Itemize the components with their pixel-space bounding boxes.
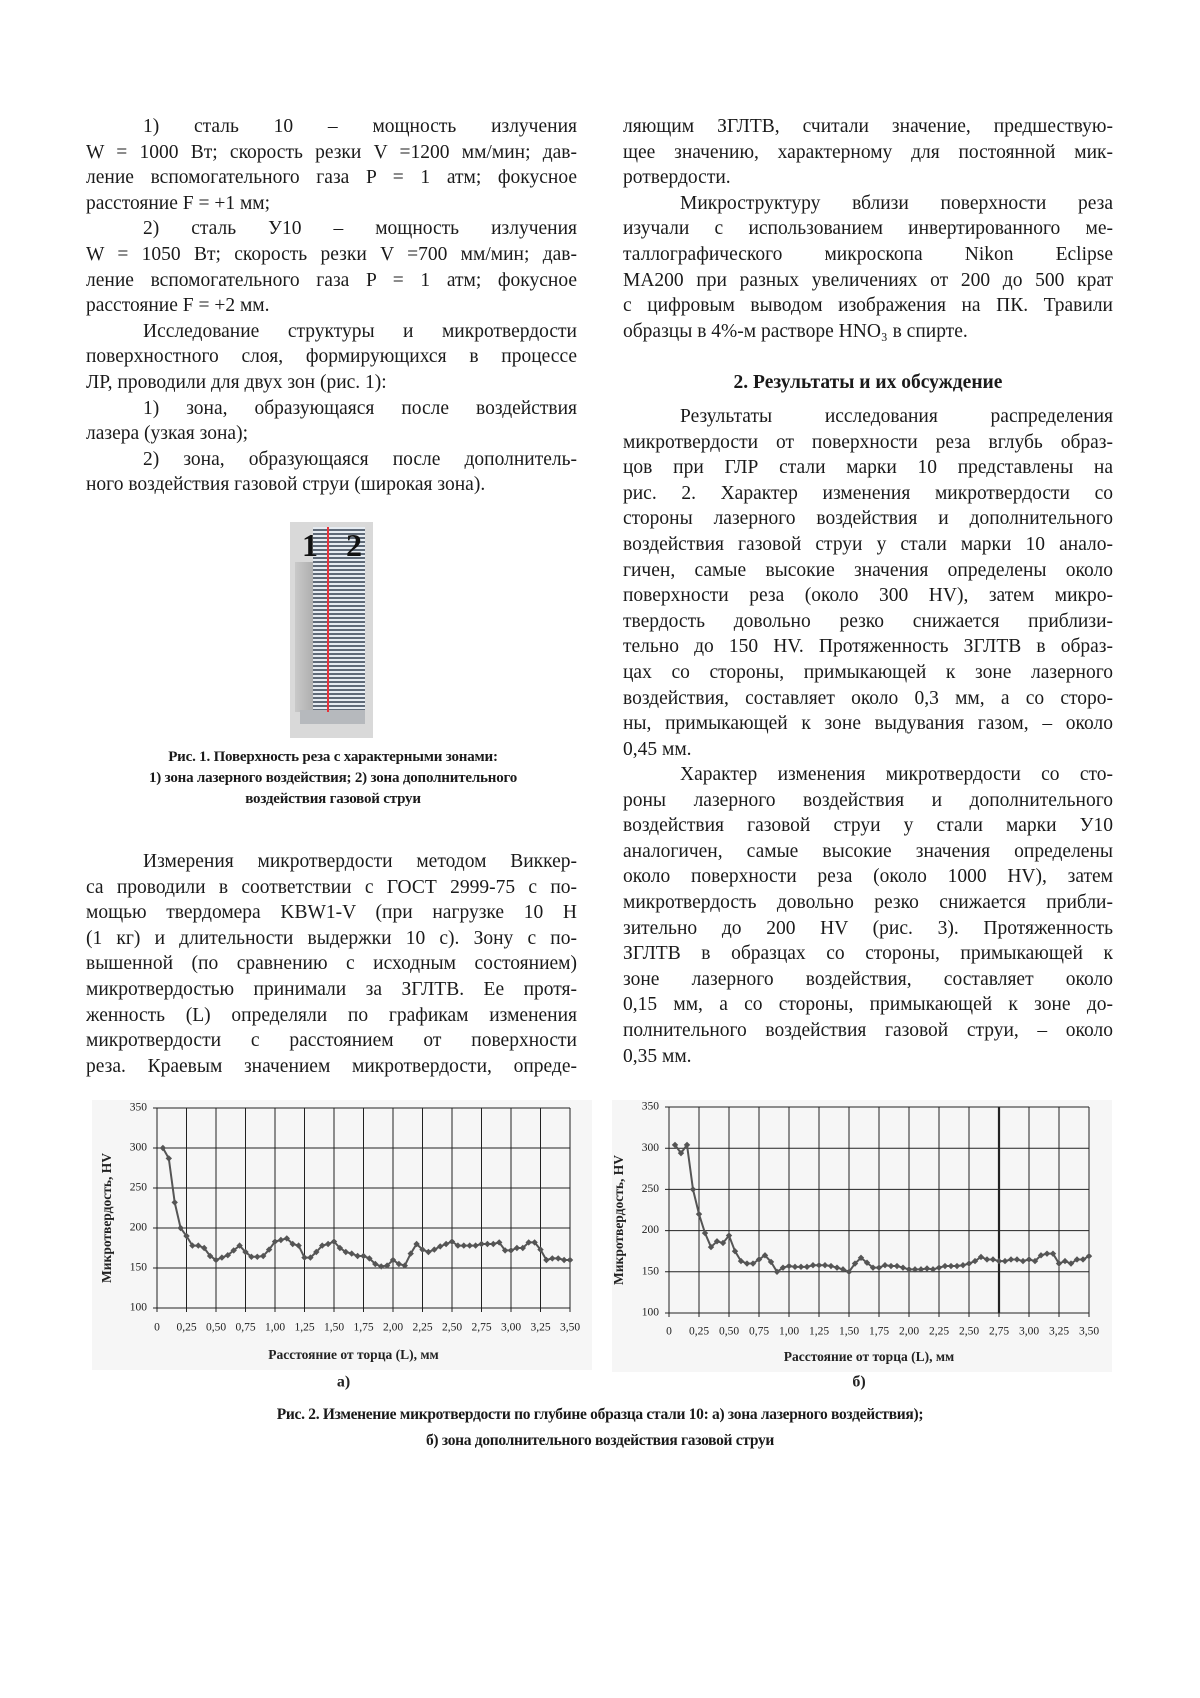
panel-label: б) <box>852 1374 865 1391</box>
data-point <box>876 1264 882 1270</box>
x-tick-label: 3,50 <box>560 1322 580 1334</box>
text-line: изучали с использованием инвертированного ме- <box>623 216 1113 242</box>
text-line: рис. 2. Характер изменения микротвердости со <box>623 481 1113 507</box>
text-line: стороны лазерного воздействия и дополнительного <box>623 506 1113 532</box>
text-line: лазера (узкая зона); <box>86 421 577 447</box>
x-tick-label: 1,50 <box>839 1326 859 1338</box>
data-point <box>828 1263 834 1269</box>
text-line: микротвердости с расстоянием от поверхности <box>86 1028 577 1054</box>
data-point <box>960 1262 966 1268</box>
text-line: ны, примыкающей к зоне выдувания газом, – около <box>623 711 1113 737</box>
text-line: поверхностного слоя, формирующихся в процессе <box>86 344 577 370</box>
data-point <box>696 1211 702 1217</box>
data-point <box>555 1255 561 1261</box>
text-line: воздействия газовой струи у стали марки У10 <box>623 813 1113 839</box>
y-axis-title: Микротвердость, HV <box>611 1155 626 1285</box>
data-point <box>1044 1250 1050 1256</box>
data-point <box>1008 1256 1014 1262</box>
x-tick-label: 1,25 <box>809 1326 829 1338</box>
x-tick-label: 0,75 <box>235 1322 255 1334</box>
y-tick-label: 300 <box>642 1142 660 1154</box>
text-line: 1) сталь 10 – мощность излучения <box>86 114 577 140</box>
x-tick-label: 1,75 <box>353 1322 373 1334</box>
data-point <box>549 1255 555 1261</box>
data-point <box>1026 1256 1032 1262</box>
text-line: 0,15 мм, а со стороны, примыкающей к зоне до- <box>623 992 1113 1018</box>
text-line: зительно до 200 HV (рис. 3). Протяженность <box>623 916 1113 942</box>
text-line: 0,35 мм. <box>623 1044 1113 1070</box>
data-point <box>349 1250 355 1256</box>
data-point <box>301 1254 307 1260</box>
text-line: ного воздействия газовой струи (широкая зона). <box>86 472 577 498</box>
text-line: цах со стороны, примыкающей к зоне лазерного <box>623 660 1113 686</box>
text-line: Характер изменения микротвердости со сто- <box>623 762 1113 788</box>
data-point <box>966 1260 972 1266</box>
text-line: роны лазерного воздействия и дополнительного <box>623 788 1113 814</box>
x-tick-label: 2,50 <box>959 1326 979 1338</box>
data-point <box>996 1258 1002 1264</box>
x-tick-label: 0 <box>154 1322 160 1334</box>
data-point <box>900 1264 906 1270</box>
text-block-right-top <box>623 114 1113 344</box>
series-line <box>675 1145 1089 1272</box>
y-tick-label: 250 <box>642 1183 660 1195</box>
data-point <box>360 1253 366 1259</box>
text-line: вышенной (по сравнению с исходным состоянием) <box>86 951 577 977</box>
data-point <box>834 1264 840 1270</box>
text-block-left-bottom <box>86 849 577 1079</box>
data-point <box>378 1263 384 1269</box>
data-point <box>484 1241 490 1247</box>
x-tick-label: 1,50 <box>324 1322 344 1334</box>
data-point <box>786 1263 792 1269</box>
data-point <box>443 1241 449 1247</box>
data-point <box>888 1263 894 1269</box>
data-point <box>798 1264 804 1270</box>
data-point <box>490 1241 496 1247</box>
text-line: ЛР, проводили для двух зон (рис. 1): <box>86 370 577 396</box>
text-line: микротвердостью принимали за ЗГЛТВ. Ее протя- <box>86 977 577 1003</box>
data-point <box>894 1263 900 1269</box>
data-point <box>810 1262 816 1268</box>
data-point <box>514 1245 520 1251</box>
text-line: расстояние F = +1 мм; <box>86 191 577 217</box>
data-point <box>690 1186 696 1192</box>
panel-label: а) <box>337 1374 350 1391</box>
data-point <box>1020 1258 1026 1264</box>
data-point <box>948 1263 954 1269</box>
text-line: ротвердости. <box>623 165 1113 191</box>
data-point <box>792 1264 798 1270</box>
text-line: поверхности реза (около 300 HV), затем микро- <box>623 583 1113 609</box>
text-line: около поверхности реза (около 1000 HV), затем <box>623 864 1113 890</box>
data-point <box>936 1264 942 1270</box>
data-point <box>744 1260 750 1266</box>
data-point <box>1062 1258 1068 1264</box>
data-point <box>461 1242 467 1248</box>
data-point <box>425 1249 431 1255</box>
data-point <box>816 1262 822 1268</box>
y-tick-label: 200 <box>130 1222 148 1234</box>
x-tick-label: 3,25 <box>530 1322 550 1334</box>
data-point <box>278 1237 284 1243</box>
y-tick-label: 100 <box>642 1307 660 1319</box>
text-line: 2) сталь У10 – мощность излучения <box>86 216 577 242</box>
x-tick-label: 0,75 <box>749 1326 769 1338</box>
text-line: реза. Краевым значением микротвердости, опреде- <box>86 1054 577 1080</box>
caption-line: Рис. 1. Поверхность реза с характерными зонами: <box>100 747 566 768</box>
data-point <box>172 1199 178 1205</box>
text-line: MA200 при разных увеличениях от 200 до 500 крат <box>623 268 1113 294</box>
y-tick-label: 150 <box>642 1265 660 1277</box>
text-line: са проводили в соответствии с ГОСТ 2999-75 с по- <box>86 875 577 901</box>
y-tick-label: 100 <box>130 1302 148 1314</box>
data-point <box>325 1241 331 1247</box>
x-tick-label: 2,00 <box>383 1322 403 1334</box>
x-axis-title: Расстояние от торца (L), мм <box>784 1349 954 1364</box>
figure1-photo <box>290 522 373 738</box>
text-line: Измерения микротвердости методом Виккер- <box>86 849 577 875</box>
text-line: ление вспомогательного газа P = 1 атм; фокусное <box>86 165 577 191</box>
y-tick-label: 200 <box>642 1224 660 1236</box>
y-tick-label: 250 <box>130 1182 148 1194</box>
x-axis-title: Расстояние от торца (L), мм <box>268 1347 438 1362</box>
text-line: ЗГЛТВ в образцах со стороны, примыкающей к <box>623 941 1113 967</box>
x-tick-label: 3,00 <box>501 1322 521 1334</box>
chart-a-laser-zone <box>85 1095 595 1395</box>
x-tick-label: 2,50 <box>442 1322 462 1334</box>
series-line <box>163 1148 570 1266</box>
text-line: гичен, самые высокие значения определены около <box>623 558 1113 584</box>
data-point <box>467 1242 473 1248</box>
caption-line: б) зона дополнительного воздействия газовой струи <box>150 1428 1050 1454</box>
data-point <box>561 1257 567 1263</box>
data-point <box>882 1262 888 1268</box>
text-line: женность (L) определяли по графикам изменения <box>86 1003 577 1029</box>
text-line: W = 1050 Вт; скорость резки V =700 мм/мин; дав- <box>86 242 577 268</box>
x-tick-label: 2,00 <box>899 1326 919 1338</box>
data-point <box>478 1241 484 1247</box>
data-point <box>472 1242 478 1248</box>
text-line: щее значению, характерному для постоянной мик- <box>623 140 1113 166</box>
data-point <box>954 1263 960 1269</box>
text-line: W = 1000 Вт; скорость резки V =1200 мм/мин; дав- <box>86 140 577 166</box>
data-point <box>924 1265 930 1271</box>
zone-label-2: 2 <box>346 528 362 562</box>
data-point <box>567 1257 573 1263</box>
x-tick-label: 2,75 <box>989 1326 1009 1338</box>
caption-line: Рис. 2. Изменение микротвердости по глубине образца стали 10: а) зона лазерного воздействия); <box>150 1402 1050 1428</box>
y-tick-label: 150 <box>130 1262 148 1274</box>
text-line: цов при ГЛР стали марки 10 представлены на <box>623 455 1113 481</box>
section-heading: 2. Результаты и их обсуждение <box>623 370 1113 396</box>
text-line: мощью твердомера KBW1-V (при нагрузке 10 Н <box>86 900 577 926</box>
data-point <box>990 1256 996 1262</box>
x-tick-label: 1,75 <box>869 1326 889 1338</box>
text-line: (1 кг) и длительности выдержки 10 с). Зону с по- <box>86 926 577 952</box>
text-line: ляющим ЗГЛТВ, считали значение, предшествую- <box>623 114 1113 140</box>
data-point <box>822 1262 828 1268</box>
chart-b-gas-zone <box>605 1095 1115 1395</box>
x-tick-label: 3,00 <box>1019 1326 1039 1338</box>
text-line: полнительного воздействия газовой струи, – около <box>623 1018 1113 1044</box>
x-tick-label: 0,25 <box>689 1326 709 1338</box>
data-point <box>295 1242 301 1248</box>
text-line: 1) зона, образующаяся после воздействия <box>86 396 577 422</box>
data-point <box>354 1253 360 1259</box>
caption-line: воздействия газовой струи <box>100 789 566 810</box>
x-tick-label: 0 <box>666 1326 672 1338</box>
data-point <box>1014 1256 1020 1262</box>
text-line: с цифровым выводом изображения на ПК. Травили <box>623 293 1113 319</box>
text-line: 2) зона, образующаяся после дополнитель- <box>86 447 577 473</box>
y-axis-title: Микротвердость, HV <box>99 1153 114 1283</box>
data-point <box>219 1254 225 1260</box>
x-tick-label: 1,00 <box>779 1326 799 1338</box>
x-tick-label: 2,75 <box>471 1322 491 1334</box>
text-line: Исследование структуры и микротвердости <box>86 319 577 345</box>
data-point <box>254 1254 260 1260</box>
text-line: ление вспомогательного газа P = 1 атм; фокусное <box>86 268 577 294</box>
y-tick-label: 350 <box>642 1101 660 1113</box>
text-line: расстояние F = +2 мм. <box>86 293 577 319</box>
text-block-left-top <box>86 114 577 498</box>
text-line: образцы в 4%-м растворе HNO₃ в спирте. <box>623 319 1113 345</box>
text-line: микротвердости от поверхности реза вглубь образ- <box>623 430 1113 456</box>
data-point <box>1002 1258 1008 1264</box>
x-tick-label: 0,25 <box>176 1322 196 1334</box>
text-line: аналогичен, самые высокие значения определены <box>623 839 1113 865</box>
x-tick-label: 1,25 <box>294 1322 314 1334</box>
x-tick-label: 2,25 <box>412 1322 432 1334</box>
data-point <box>804 1264 810 1270</box>
text-block-results <box>623 404 1113 762</box>
text-line: таллографического микроскопа Nikon Eclipse <box>623 242 1113 268</box>
text-block-results-u10 <box>623 762 1113 1069</box>
text-line: Микроструктуру вблизи поверхности реза <box>623 191 1113 217</box>
text-line: воздействия газовой струи у стали марки 10 анало- <box>623 532 1113 558</box>
zone-boundary-line <box>327 527 329 712</box>
text-line: воздействия, составляет около 0,3 мм, а со сторо- <box>623 686 1113 712</box>
y-tick-label: 350 <box>130 1102 148 1114</box>
x-tick-label: 3,50 <box>1079 1326 1099 1338</box>
data-point <box>984 1256 990 1262</box>
x-tick-label: 0,50 <box>206 1322 226 1334</box>
x-tick-label: 0,50 <box>719 1326 739 1338</box>
text-line: Результаты исследования распределения <box>623 404 1113 430</box>
figure1-caption <box>100 747 566 810</box>
text-line: тельно до 150 HV. Протяженность ЗГЛТВ в образ- <box>623 634 1113 660</box>
text-line: твердость довольно резко снижается приблизи- <box>623 609 1113 635</box>
text-line: микротвердость довольно резко снижается прибли- <box>623 890 1113 916</box>
y-tick-label: 300 <box>130 1142 148 1154</box>
data-point <box>508 1247 514 1253</box>
text-line: 0,45 мм. <box>623 737 1113 763</box>
figure2-caption <box>150 1402 1050 1454</box>
sample-base <box>300 710 365 724</box>
x-tick-label: 2,25 <box>929 1326 949 1338</box>
data-point <box>195 1242 201 1248</box>
x-tick-label: 3,25 <box>1049 1326 1069 1338</box>
caption-line: 1) зона лазерного воздействия; 2) зона дополнительного <box>100 768 566 789</box>
data-point <box>942 1263 948 1269</box>
x-tick-label: 1,00 <box>265 1322 285 1334</box>
zone-label-1: 1 <box>302 528 318 562</box>
text-line: зоне лазерного воздействия, составляет около <box>623 967 1113 993</box>
